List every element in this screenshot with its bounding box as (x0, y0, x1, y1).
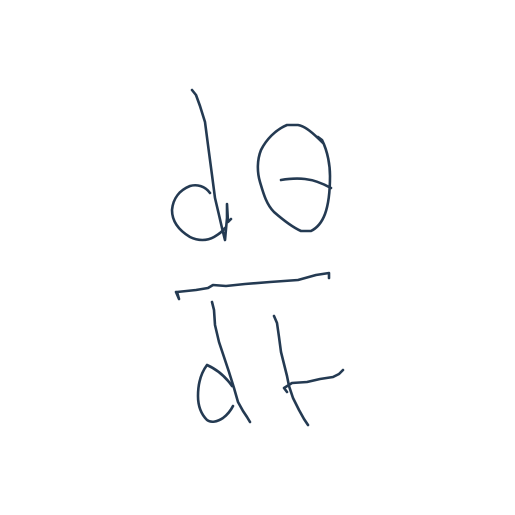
numerator-d-stem-stroke (192, 90, 231, 240)
numerator-d-bowl-stroke (172, 185, 225, 240)
numerator-theta-crossbar-stroke (281, 179, 331, 188)
denominator-f-crossbar-stroke (284, 370, 343, 392)
fraction-numerator (172, 90, 331, 240)
denominator-d-bowl-stroke (198, 365, 233, 422)
denominator-d-stem-stroke (212, 302, 250, 422)
fraction-denominator (198, 302, 343, 425)
denominator-f-stem-stroke (274, 316, 308, 425)
fraction-bar-stroke (176, 273, 329, 299)
